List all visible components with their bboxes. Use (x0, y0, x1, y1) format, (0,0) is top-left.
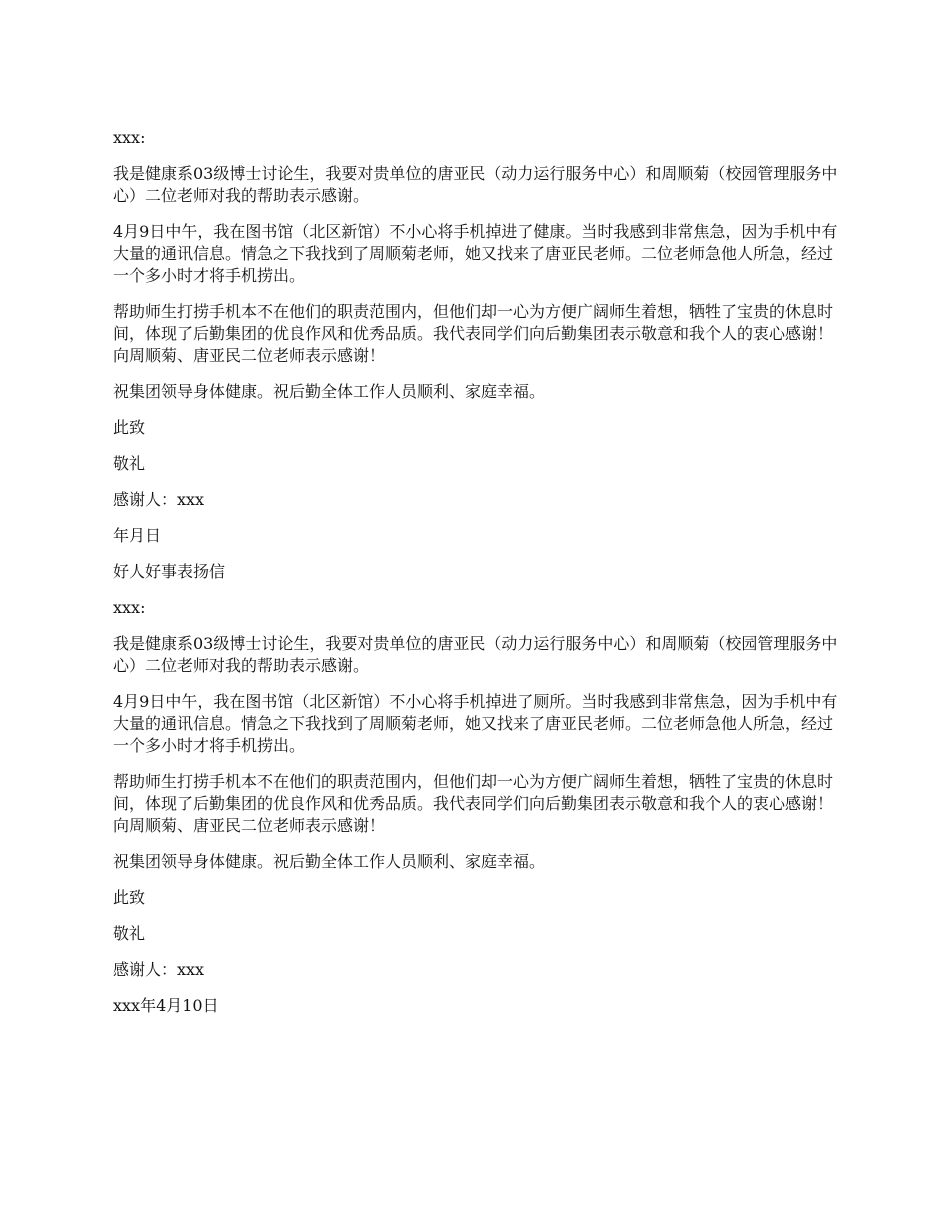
signer: 感谢人：xxx (113, 490, 205, 509)
paragraph: 我是健康系03级博士讨论生，我要对贵单位的唐亚民（动力运行服务中心）和周顺菊（校园管理服务中心）二位老师对我的帮助表示感谢。 (113, 634, 838, 675)
section-title: 好人好事表扬信 (113, 562, 226, 581)
signer: 感谢人：xxx (113, 960, 205, 979)
date: 年月日 (113, 526, 162, 545)
closing-line: 此致 (113, 888, 146, 907)
date: xxx年4月10日 (113, 996, 219, 1015)
document-body (113, 127, 841, 1031)
salutation: xxx: (113, 598, 146, 617)
paragraph: 我是健康系03级博士讨论生，我要对贵单位的唐亚民（动力运行服务中心）和周顺菊（校园管理服务中心）二位老师对我的帮助表示感谢。 (113, 164, 838, 205)
paragraph: 帮助师生打捞手机本不在他们的职责范围内，但他们却一心为方便广阔师生着想，牺牲了宝贵的休息时间，体现了后勤集团的优良作风和优秀品质。我代表同学们向后勤集团表示敬意和我个人的衷心感谢！向周顺菊、唐亚民二位老师表示感谢！ (113, 772, 834, 835)
closing-line: 此致 (113, 418, 146, 437)
closing-line: 敬礼 (113, 454, 146, 473)
paragraph: 4月9日中午，我在图书馆（北区新馆）不小心将手机掉进了厕所。当时我感到非常焦急，因为手机中有大量的通讯信息。情急之下我找到了周顺菊老师，她又找来了唐亚民老师。二位老师急他人所急，经过一个多小时才将手机捞出。 (113, 692, 838, 755)
paragraph: 祝集团领导身体健康。祝后勤全体工作人员顺利、家庭幸福。 (113, 852, 546, 871)
paragraph: 祝集团领导身体健康。祝后勤全体工作人员顺利、家庭幸福。 (113, 382, 546, 401)
salutation: xxx: (113, 128, 146, 147)
closing-line: 敬礼 (113, 924, 146, 943)
paragraph: 4月9日中午，我在图书馆（北区新馆）不小心将手机掉进了健康。当时我感到非常焦急，因为手机中有大量的通讯信息。情急之下我找到了周顺菊老师，她又找来了唐亚民老师。二位老师急他人所急，经过一个多小时才将手机捞出。 (113, 222, 838, 285)
paragraph: 帮助师生打捞手机本不在他们的职责范围内，但他们却一心为方便广阔师生着想，牺牲了宝贵的休息时间，体现了后勤集团的优良作风和优秀品质。我代表同学们向后勤集团表示敬意和我个人的衷心感谢！向周顺菊、唐亚民二位老师表示感谢！ (113, 302, 834, 365)
